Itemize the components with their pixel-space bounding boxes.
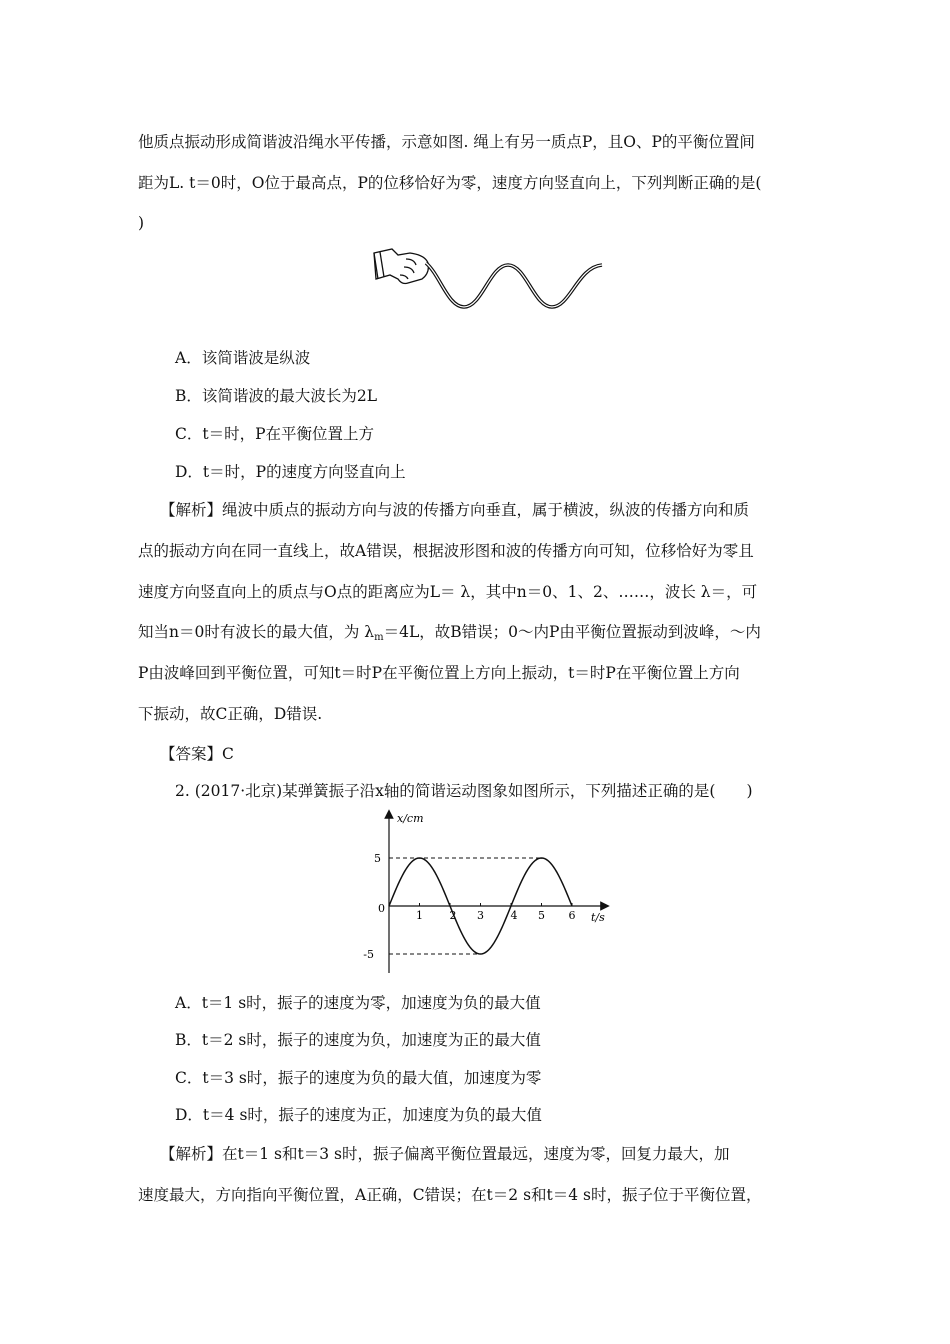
q1-analysis-line-2: 点的振动方向在同一直线上，故A错误，根据波形图和波的传播方向可知，位移恰好为零且 bbox=[138, 542, 754, 560]
q2-option-b: B．t＝2 s时，振子的速度为负，加速度为正的最大值 bbox=[175, 1031, 541, 1049]
rope-wave-figure bbox=[370, 245, 610, 320]
q1-analysis-line-1: 【解析】绳波中质点的振动方向与波的传播方向垂直，属于横波，纵波的传播方向和质 bbox=[160, 501, 750, 519]
shm-graph bbox=[355, 808, 615, 978]
q1-analysis-line-4-pre: 知当n＝0时有波长的最大值，为 λ bbox=[138, 623, 375, 641]
x-tick-label: 3 bbox=[477, 909, 484, 922]
q1-analysis-line-4-post: ＝4L，故B错误；0～内P由平衡位置振动到波峰，～内 bbox=[383, 623, 761, 641]
y-tick-label: 5 bbox=[374, 852, 381, 865]
q2-option-a: A．t＝1 s时，振子的速度为零，加速度为负的最大值 bbox=[175, 994, 541, 1012]
x-tick-label: 4 bbox=[510, 909, 518, 922]
x-axis-label: t/s bbox=[591, 911, 605, 924]
x-tick-label: 2 bbox=[449, 909, 457, 922]
q2-option-c: C．t＝3 s时，振子的速度为负的最大值，加速度为零 bbox=[175, 1069, 542, 1087]
q1-stem-line-3: ) bbox=[138, 214, 145, 232]
hand-icon bbox=[374, 249, 428, 284]
q1-stem-line-2: 距为L. t＝0时，O位于最高点，P的位移恰好为零，速度方向竖直向上，下列判断正确的是( bbox=[138, 174, 762, 192]
q1-option-d: D．t＝时，P的速度方向竖直向上 bbox=[175, 463, 406, 481]
q1-analysis-line-4 bbox=[138, 622, 761, 648]
y-axis-label: x/cm bbox=[397, 812, 424, 825]
q1-answer: 【答案】C bbox=[160, 745, 234, 763]
q2-stem: 2. (2017·北京)某弹簧振子沿x轴的简谐运动图象如图所示，下列描述正确的是( ) bbox=[175, 782, 753, 800]
y-tick-label: -5 bbox=[363, 948, 374, 961]
x-tick-label: 5 bbox=[538, 909, 545, 922]
q2-analysis-line-1: 【解析】在t＝1 s和t＝3 s时，振子偏离平衡位置最远，速度为零，回复力最大，加 bbox=[160, 1145, 730, 1163]
x-tick-label: 1 bbox=[416, 909, 423, 922]
q1-option-c: C．t＝时，P在平衡位置上方 bbox=[175, 425, 375, 443]
q1-option-b: B．该简谐波的最大波长为2L bbox=[175, 387, 378, 405]
origin-label: 0 bbox=[378, 902, 385, 915]
q1-analysis-line-5: P由波峰回到平衡位置，可知t＝时P在平衡位置上方向上振动，t＝时P在平衡位置上方向 bbox=[138, 664, 740, 682]
q1-option-a: A．该简谐波是纵波 bbox=[175, 349, 311, 367]
q1-stem-line-1: 他质点振动形成简谐波沿绳水平传播，示意如图. 绳上有另一质点P，且O、P的平衡位置间 bbox=[138, 133, 755, 151]
x-tick-label: 6 bbox=[568, 909, 576, 922]
lambda-subscript: m bbox=[374, 632, 384, 643]
q2-option-d: D．t＝4 s时，振子的速度为正，加速度为负的最大值 bbox=[175, 1106, 542, 1124]
q1-analysis-line-3: 速度方向竖直向上的质点与O点的距离应为L＝ λ，其中n＝0、1、2、……，波长 λ＝，可 bbox=[138, 583, 758, 601]
q1-analysis-line-6: 下振动，故C正确，D错误. bbox=[138, 705, 323, 723]
q2-analysis-line-2: 速度最大，方向指向平衡位置，A正确，C错误；在t＝2 s和t＝4 s时，振子位于平衡位置， bbox=[138, 1186, 762, 1204]
